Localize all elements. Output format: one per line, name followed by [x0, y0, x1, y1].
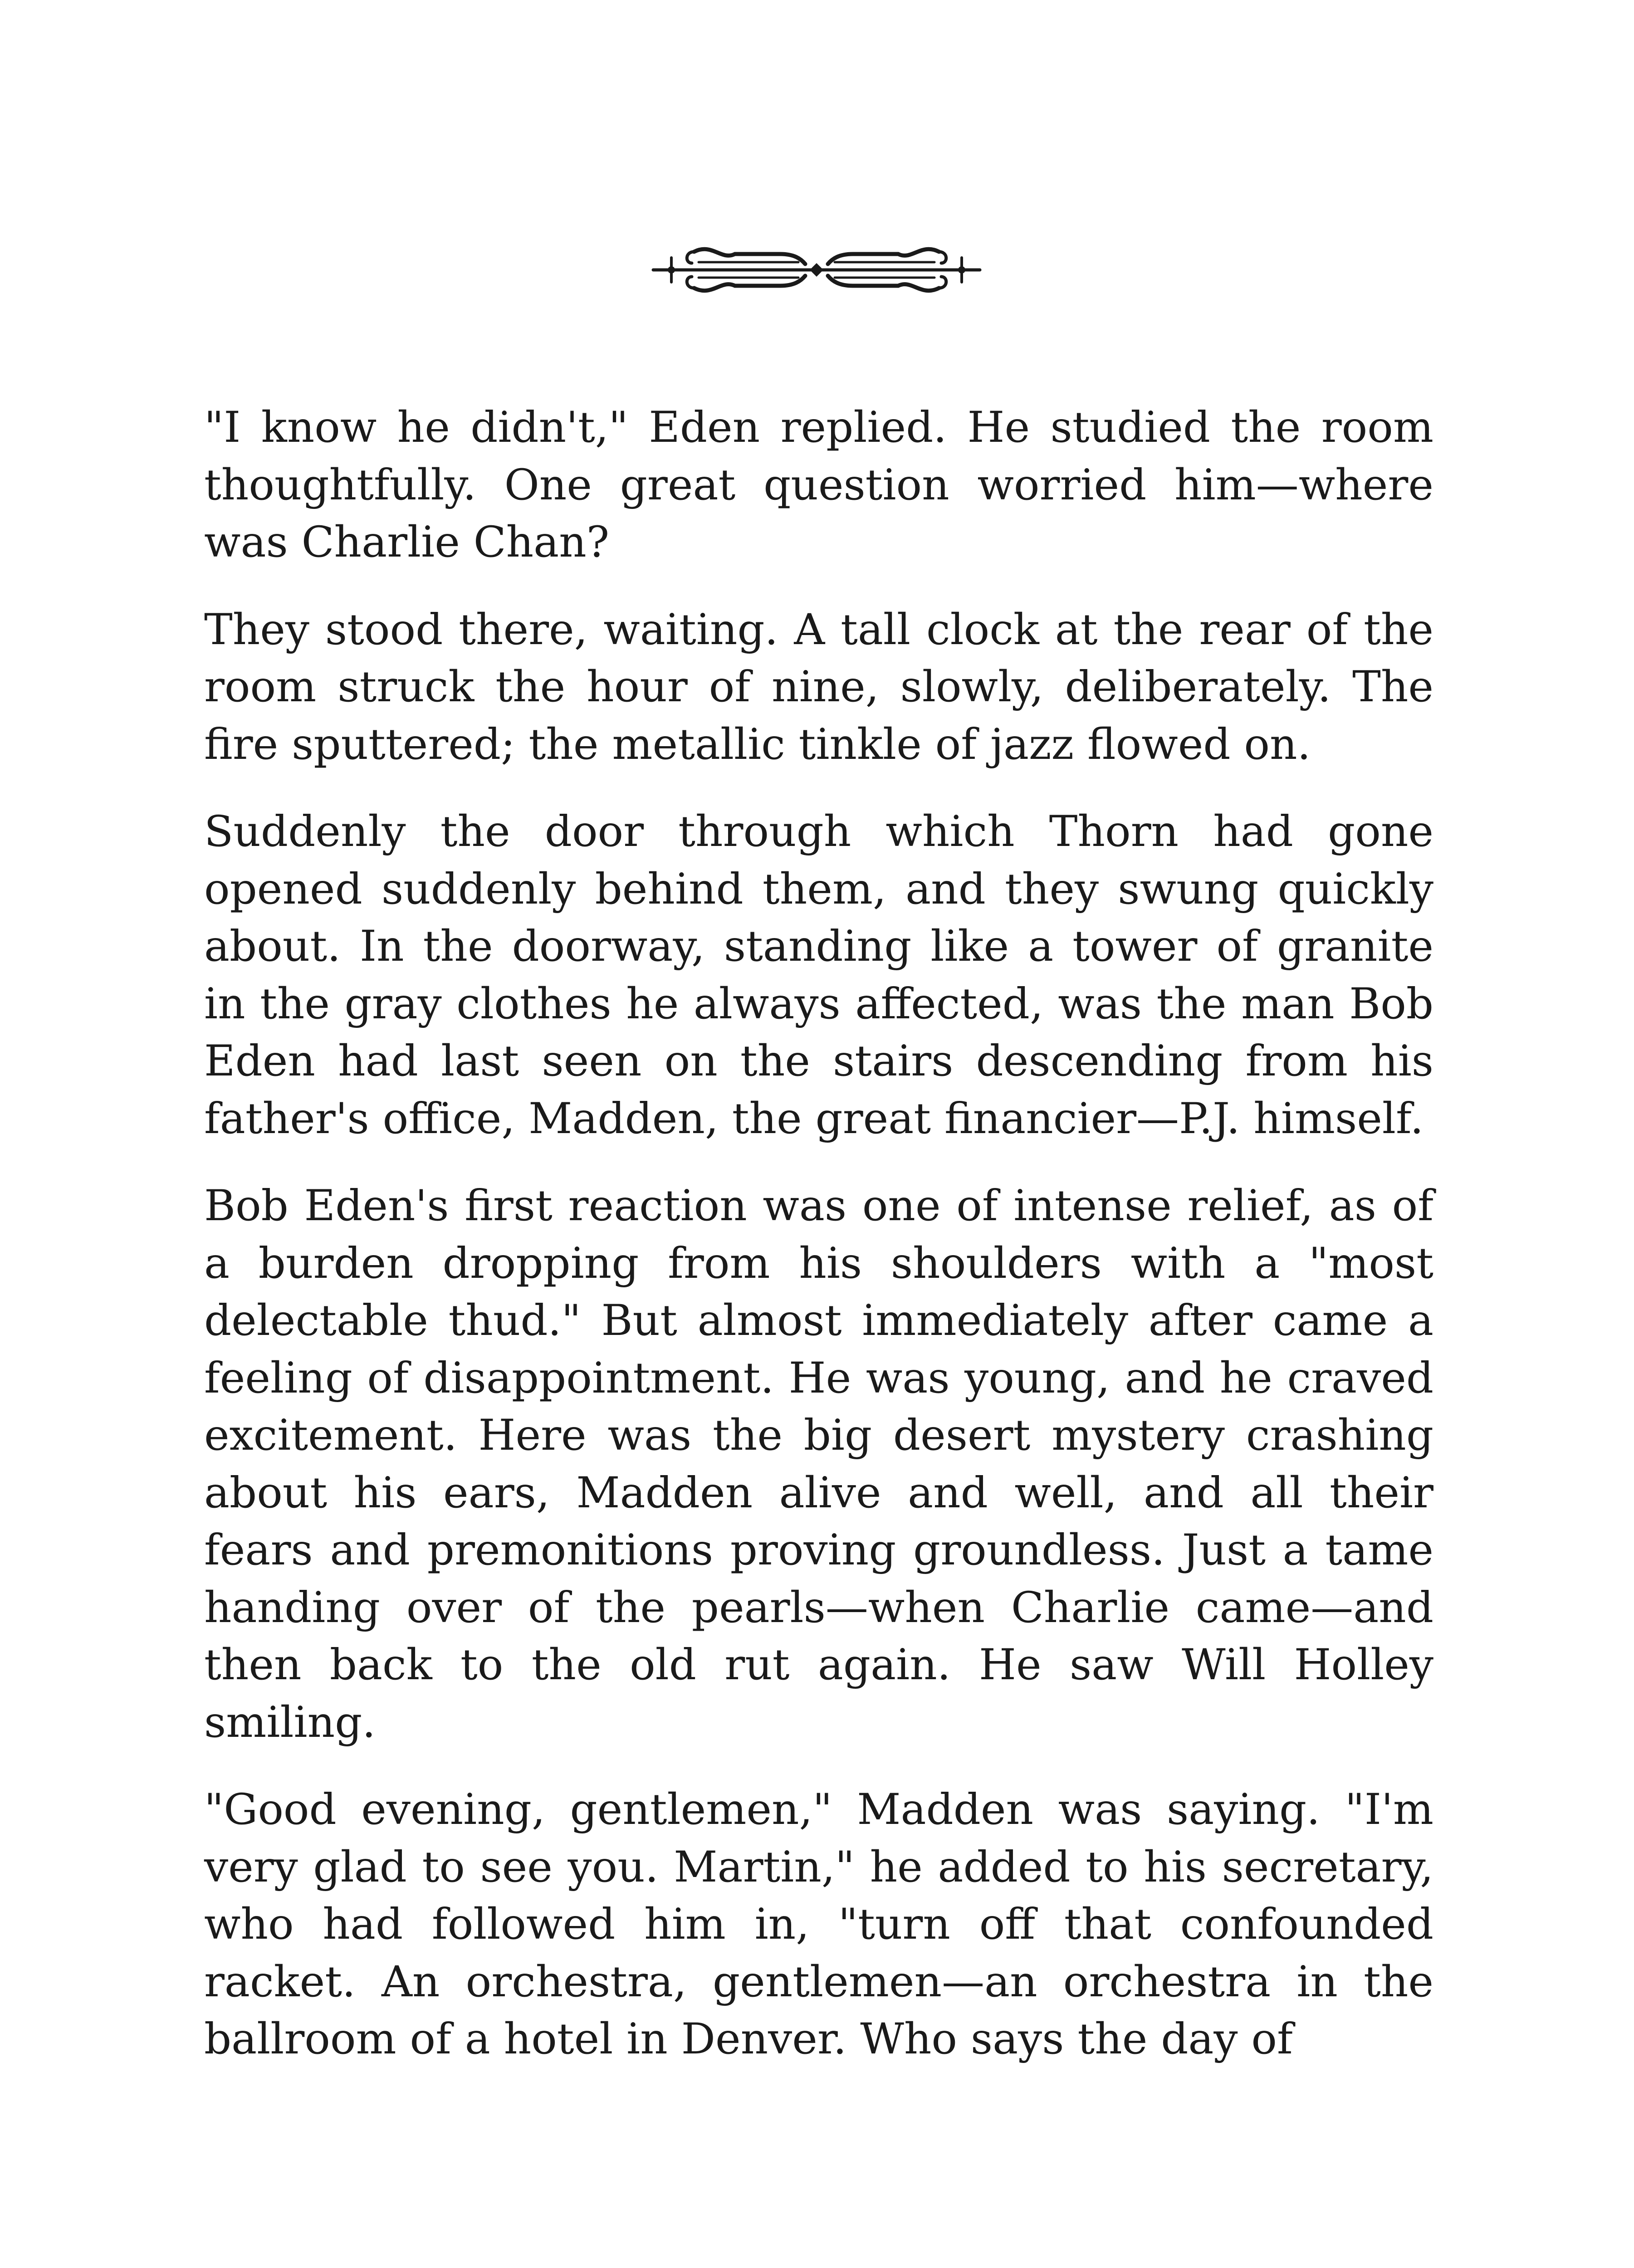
chapter-text [204, 399, 1433, 2098]
paragraph-1: "I know he didn't," Eden replied. He studied the room thoughtfully. One great question worried him—where was Charlie Chan? [204, 403, 1433, 567]
paragraph-4: Bob Eden's first reaction was one of intense relief, as of a burden dropping from his shoulders with a "most delectable thud." But almost immediately after came a feeling of disappointment. He was young, and he craved excitement. Here was the big desert mystery crashing about his ears, Madden alive and well, and all their fears and premonitions proving groundless. Just a tame handing over of the pearls—when Charlie came—and then back to the old rut again. He saw Will Holley smiling. [204, 1181, 1433, 1747]
paragraph-5: "Good evening, gentlemen," Madden was saying. "I'm very glad to see you. Martin," he added to his secretary, who had followed him in, "turn off that confounded racket. An orchestra, gentlemen—an orchestra in the ballroom of a hotel in Denver. Who says the day of [204, 1785, 1433, 2064]
paragraph-3: Suddenly the door through which Thorn had gone opened suddenly behind them, and they swung quickly about. In the doorway, standing like a tower of granite in the gray clothes he always affected, was the man Bob Eden had last seen on the stairs descending from his father's office, Madden, the great financier—P.J. himself. [204, 807, 1433, 1144]
scroll-flourish-icon [644, 227, 989, 313]
paragraph-2: They stood there, waiting. A tall clock at the rear of the room struck the hour of nine, slowly, deliberately. The fire sputtered; the metallic tinkle of jazz flowed on. [204, 605, 1433, 769]
